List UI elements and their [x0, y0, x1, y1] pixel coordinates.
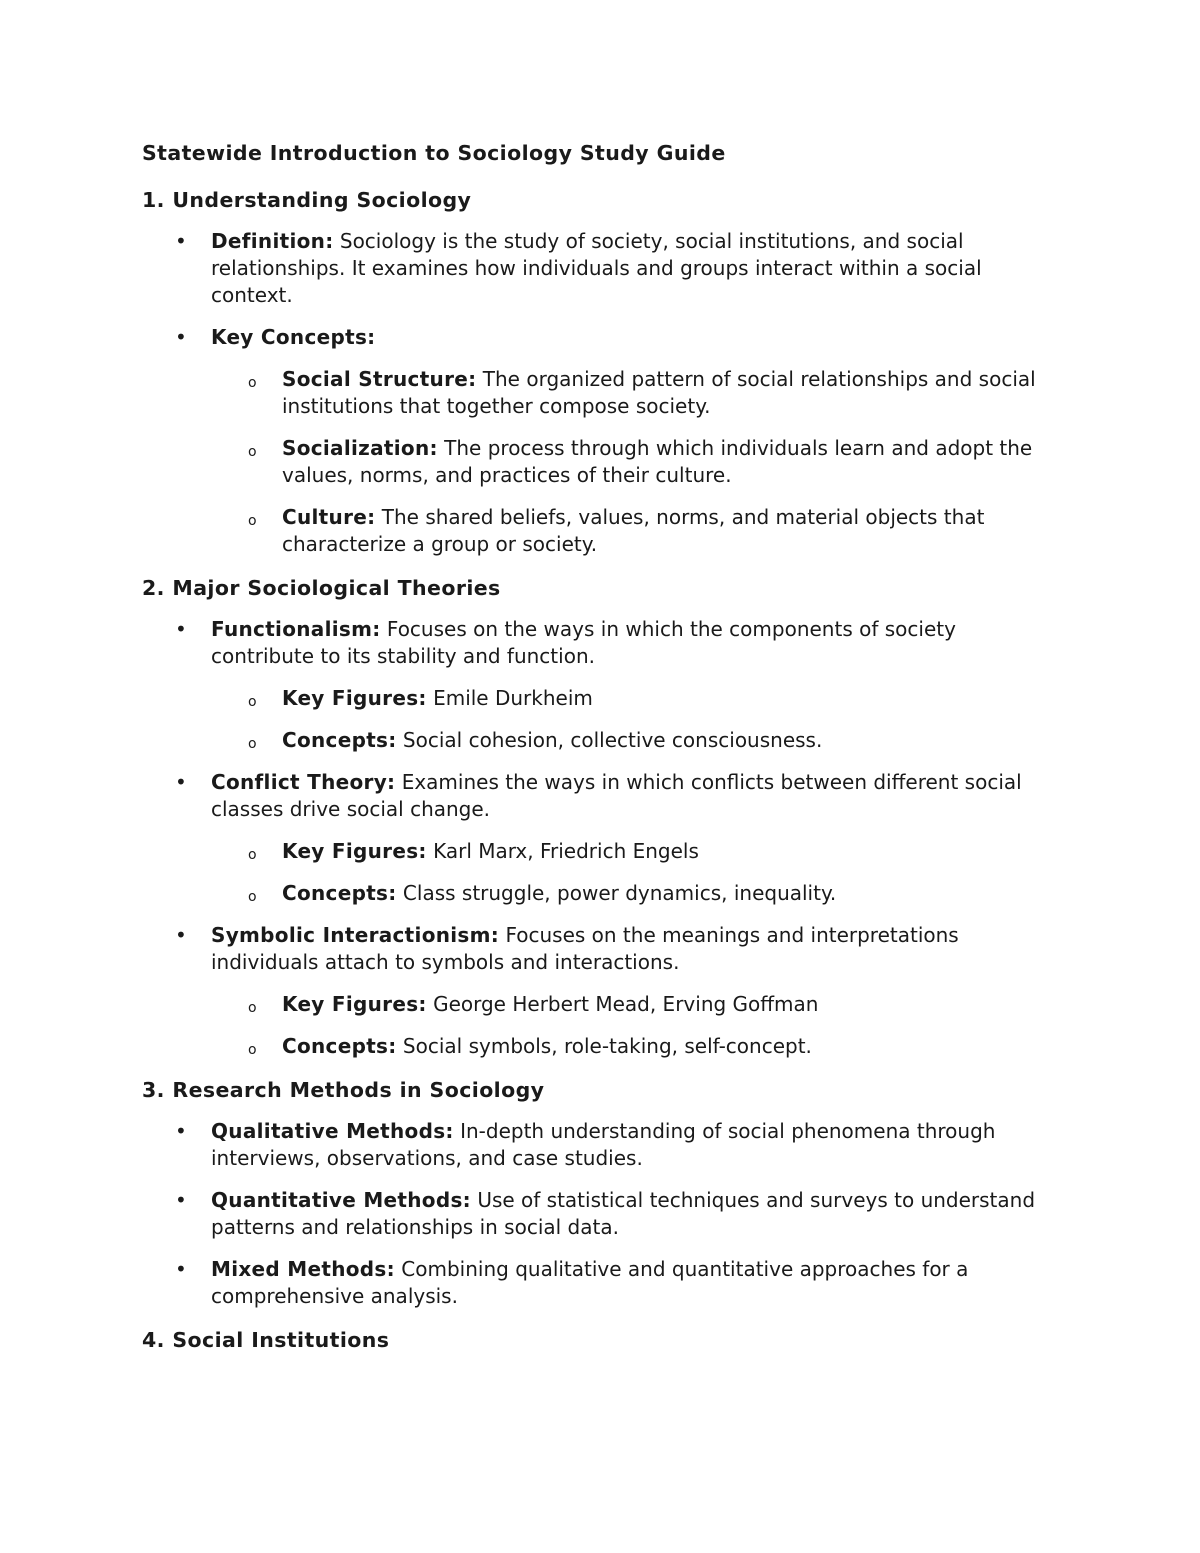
section — [142, 1075, 1062, 1310]
section — [142, 185, 1062, 558]
sub-bullet-list — [211, 838, 1062, 907]
bullet-icon: • — [175, 1119, 187, 1143]
section-heading: 2. Major Sociological Theories — [142, 576, 501, 600]
circle-bullet-icon: o — [248, 1000, 257, 1016]
sub-list-item — [142, 504, 1062, 558]
sub-item-term: Concepts: — [282, 1034, 397, 1058]
sub-item-description: Social symbols, role-taking, self-concept. — [402, 1034, 812, 1058]
bullet-icon: • — [175, 617, 187, 641]
section-heading: 1. Understanding Sociology — [142, 188, 472, 212]
sub-item-term: Key Figures: — [282, 686, 427, 710]
sub-list-item — [142, 838, 1062, 865]
circle-bullet-icon: o — [248, 847, 257, 863]
sub-bullet-list — [211, 366, 1062, 558]
list-item — [142, 922, 1062, 1060]
list-item — [142, 1256, 1062, 1310]
item-term: Definition: — [211, 229, 334, 253]
circle-bullet-icon: o — [248, 694, 257, 710]
list-item — [142, 324, 1062, 558]
item-description: Focuses on the ways in which the components of society contribute to its stability and function. — [211, 617, 956, 668]
sub-item-term: Concepts: — [282, 728, 397, 752]
sub-item-term: Socialization: — [282, 436, 438, 460]
sub-bullet-list — [211, 991, 1062, 1060]
document-title: Statewide Introduction to Sociology Study Guide — [142, 141, 726, 165]
sub-item-term: Social Structure: — [282, 367, 477, 391]
bullet-icon: • — [175, 1188, 187, 1212]
sub-list-item — [142, 366, 1062, 420]
circle-bullet-icon: o — [248, 1042, 257, 1058]
sub-list-item — [142, 880, 1062, 907]
circle-bullet-icon: o — [248, 513, 257, 529]
bullet-icon: • — [175, 1257, 187, 1281]
section — [142, 1325, 1062, 1355]
sub-item-description: Social cohesion, collective consciousness. — [402, 728, 823, 752]
item-description: Sociology is the study of society, social institutions, and social relationships. It examines how individuals and groups interact within a social context. — [211, 229, 982, 307]
item-term: Functionalism: — [211, 617, 381, 641]
circle-bullet-icon: o — [248, 889, 257, 905]
sub-item-description: Emile Durkheim — [433, 686, 593, 710]
bullet-icon: • — [175, 229, 187, 253]
list-item — [142, 769, 1062, 907]
sub-item-term: Culture: — [282, 505, 376, 529]
list-item — [142, 1118, 1062, 1172]
item-term: Quantitative Methods: — [211, 1188, 471, 1212]
bullet-list — [142, 1118, 1062, 1310]
item-description: Use of statistical techniques and surveys to understand patterns and relationships in social data. — [211, 1188, 1036, 1239]
sub-item-description: The shared beliefs, values, norms, and material objects that characterize a group or society. — [282, 505, 985, 556]
item-description: Examines the ways in which conflicts between different social classes drive social change. — [211, 770, 1022, 821]
section-heading: 3. Research Methods in Sociology — [142, 1078, 545, 1102]
sub-list-item — [142, 435, 1062, 489]
item-description: Combining qualitative and quantitative approaches for a comprehensive analysis. — [211, 1257, 969, 1308]
list-item — [142, 616, 1062, 754]
sub-list-item — [142, 685, 1062, 712]
sub-item-description: Class struggle, power dynamics, inequality. — [402, 881, 837, 905]
sub-item-term: Key Figures: — [282, 839, 427, 863]
sub-list-item — [142, 991, 1062, 1018]
sub-item-description: The process through which individuals learn and adopt the values, norms, and practices of their culture. — [282, 436, 1033, 487]
sub-list-item — [142, 1033, 1062, 1060]
item-term: Conflict Theory: — [211, 770, 396, 794]
circle-bullet-icon: o — [248, 736, 257, 752]
item-term: Qualitative Methods: — [211, 1119, 454, 1143]
circle-bullet-icon: o — [248, 444, 257, 460]
section-heading: 4. Social Institutions — [142, 1328, 390, 1352]
item-term: Mixed Methods: — [211, 1257, 395, 1281]
circle-bullet-icon: o — [248, 375, 257, 391]
sub-item-description: The organized pattern of social relationships and social institutions that together compose society. — [282, 367, 1036, 418]
item-term: Symbolic Interactionism: — [211, 923, 500, 947]
document-page — [142, 138, 1062, 1368]
list-item — [142, 228, 1062, 309]
section — [142, 573, 1062, 1060]
sub-item-term: Key Figures: — [282, 992, 427, 1016]
list-item — [142, 1187, 1062, 1241]
item-description: Focuses on the meanings and interpretations individuals attach to symbols and interactions. — [211, 923, 959, 974]
sub-bullet-list — [211, 685, 1062, 754]
sections-container — [142, 185, 1062, 1355]
sub-list-item — [142, 727, 1062, 754]
sub-item-term: Concepts: — [282, 881, 397, 905]
bullet-icon: • — [175, 325, 187, 349]
bullet-icon: • — [175, 923, 187, 947]
bullet-list — [142, 616, 1062, 1060]
item-description: In-depth understanding of social phenomena through interviews, observations, and case studies. — [211, 1119, 996, 1170]
sub-item-description: Karl Marx, Friedrich Engels — [433, 839, 699, 863]
item-term: Key Concepts: — [211, 325, 376, 349]
bullet-icon: • — [175, 770, 187, 794]
sub-item-description: George Herbert Mead, Erving Goffman — [433, 992, 819, 1016]
bullet-list — [142, 228, 1062, 558]
